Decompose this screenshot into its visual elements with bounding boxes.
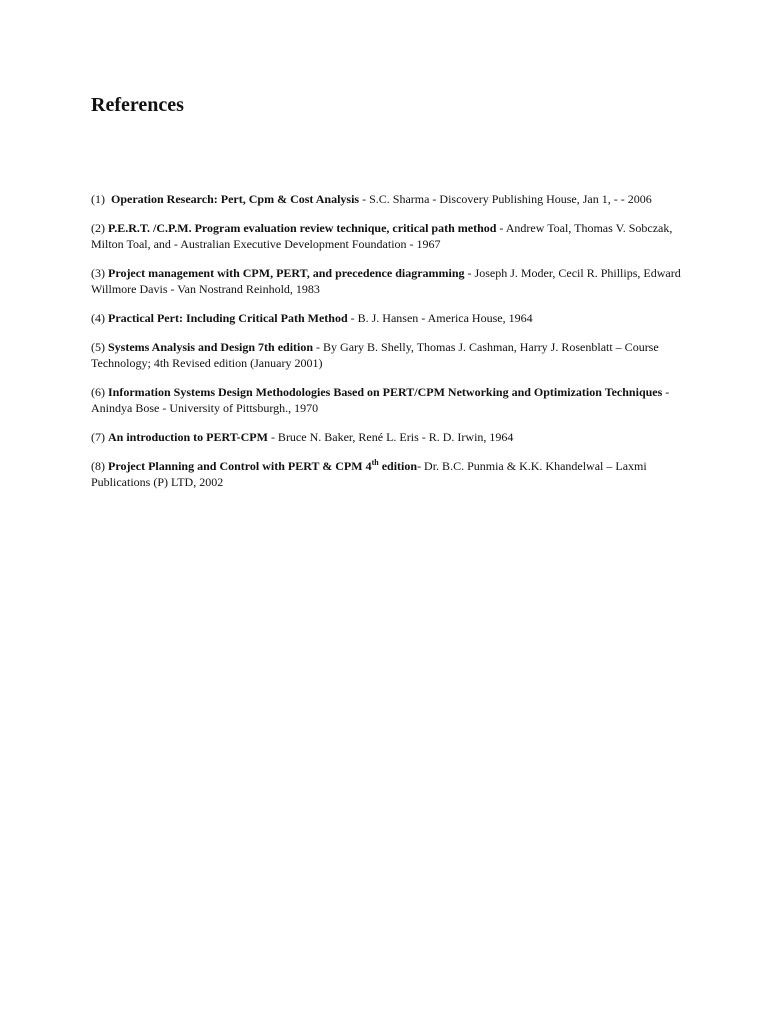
reference-details: - Andrew Toal, Thomas V. Sobczak, Milton Toal, and - Australian Executive Development Foundation - 1967 — [91, 221, 673, 251]
reference-item-1 — [91, 191, 691, 207]
reference-title: Information Systems Design Methodologies Based on PERT/CPM Networking and Optimization Techniques — [108, 385, 663, 399]
reference-details: - S.C. Sharma - Discovery Publishing House, Jan 1, - - 2006 — [359, 192, 652, 206]
reference-item-5 — [91, 339, 691, 371]
reference-title-superscript: th — [371, 458, 379, 467]
page-title: References — [91, 94, 184, 116]
reference-number: (6) — [91, 385, 105, 399]
reference-title: Project management with CPM, PERT, and precedence diagramming — [108, 266, 465, 280]
reference-number: (1) — [91, 192, 105, 206]
reference-details: - Joseph J. Moder, Cecil R. Phillips, Edward Willmore Davis - Van Nostrand Reinhold, 1983 — [91, 266, 681, 296]
reference-title: Operation Research: Pert, Cpm & Cost Analysis — [111, 192, 360, 206]
reference-title-main: Project Planning and Control with PERT & CPM 4 — [108, 459, 372, 473]
reference-details: - Bruce N. Baker, René L. Eris - R. D. Irwin, 1964 — [267, 430, 514, 444]
reference-item-4 — [91, 310, 691, 326]
reference-title: Systems Analysis and Design 7th edition — [108, 340, 314, 354]
reference-number: (5) — [91, 340, 105, 354]
reference-title: An introduction to PERT-CPM — [108, 430, 268, 444]
reference-details: - By Gary B. Shelly, Thomas J. Cashman, Harry J. Rosenblatt – Course Technology; 4th Revised edition (January 2001) — [91, 340, 659, 370]
reference-details: - Anindya Bose - University of Pittsburgh., 1970 — [91, 385, 670, 415]
reference-details: - B. J. Hansen - America House, 1964 — [347, 311, 533, 325]
reference-details: - Dr. B.C. Punmia & K.K. Khandelwal – Laxmi Publications (P) LTD, 2002 — [91, 459, 647, 489]
reference-item-3 — [91, 265, 691, 297]
reference-title-end: edition — [378, 459, 418, 473]
reference-item-7 — [91, 429, 691, 445]
reference-item-6 — [91, 384, 691, 416]
reference-number: (3) — [91, 266, 105, 280]
reference-number: (7) — [91, 430, 105, 444]
reference-title: P.E.R.T. /C.P.M. Program evaluation review technique, critical path method — [108, 221, 497, 235]
reference-list — [91, 191, 691, 503]
reference-item-2 — [91, 220, 691, 252]
reference-title — [108, 459, 417, 473]
reference-item-8 — [91, 458, 691, 490]
reference-number: (4) — [91, 311, 105, 325]
reference-number: (2) — [91, 221, 105, 235]
reference-title: Practical Pert: Including Critical Path Method — [108, 311, 348, 325]
reference-number: (8) — [91, 459, 105, 473]
